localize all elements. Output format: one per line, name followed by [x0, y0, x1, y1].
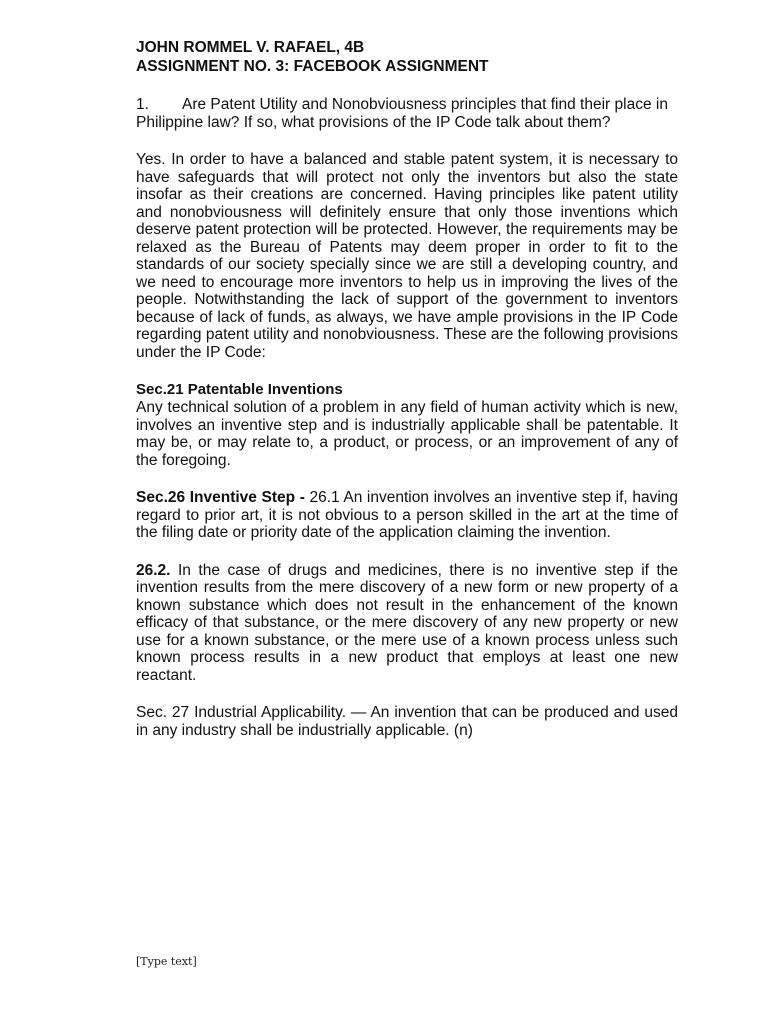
footer-placeholder: [Type text] — [136, 955, 197, 968]
sec21-text: Any technical solution of a problem in any field of human activity which is new, involves an inventive step and is industrially applicable shall be patentable. It may be, or may relate to, a product, or process, or an improvement of any of the foregoing. — [136, 399, 678, 469]
answer-paragraph: Yes. In order to have a balanced and stable patent system, it is necessary to have safeguards that will protect not only the inventors but also the state insofar as their creations are concerned. Having principles like patent utility and nonobviousness will definitely ensure that only those inventions which deserve patent protection will be protected. However, the requirements may be relaxed as the Bureau of Patents may deem proper in order to fit to the standards of our society specially since we are still a developing country, and we need to encourage more inventors to help us in improving the lives of the people. Notwithstanding the lack of support of the government to inventors because of lack of funds, as always, we have ample provisions in the IP Code regarding patent utility and nonobviousness. These are the following provisions under the IP Code: — [136, 151, 678, 361]
question-number: 1. — [136, 96, 149, 113]
document-page — [136, 38, 678, 739]
sec26-paragraph — [136, 489, 678, 542]
question-1 — [136, 96, 678, 131]
sec21-heading: Sec.21 Patentable Inventions — [136, 381, 343, 398]
question-text: Are Patent Utility and Nonobviousness principles that find their place in Philippine law? If so, what provisions of the IP Code talk about them? — [136, 96, 668, 131]
sec26-2-paragraph — [136, 562, 678, 685]
assignment-title: ASSIGNMENT NO. 3: FACEBOOK ASSIGNMENT — [136, 58, 489, 75]
sec26-2-text: In the case of drugs and medicines, there is no inventive step if the invention results from the mere discovery of a new form or new property of a known substance which does not result in the enhancement of the known efficacy of that substance, or the mere discovery of any new property or new use for a known substance, or the mere use of a known process unless such known process results in a new product that employs at least one new reactant. — [136, 561, 678, 684]
sec27-paragraph: Sec. 27 Industrial Applicability. — An invention that can be produced and used in any industry shall be industrially applicable. (n) — [136, 704, 678, 739]
sec26-text: 26.1 An invention involves an inventive step if, having regard to prior art, it is not obvious to a person skilled in the art at the time of the filing date or priority date of the application claiming the invention. — [136, 489, 679, 541]
author-line: JOHN ROMMEL V. RAFAEL, 4B — [136, 39, 365, 56]
sec26-2-heading: 26.2. — [136, 561, 171, 579]
sec26-heading: Sec.26 Inventive Step - — [136, 489, 310, 506]
